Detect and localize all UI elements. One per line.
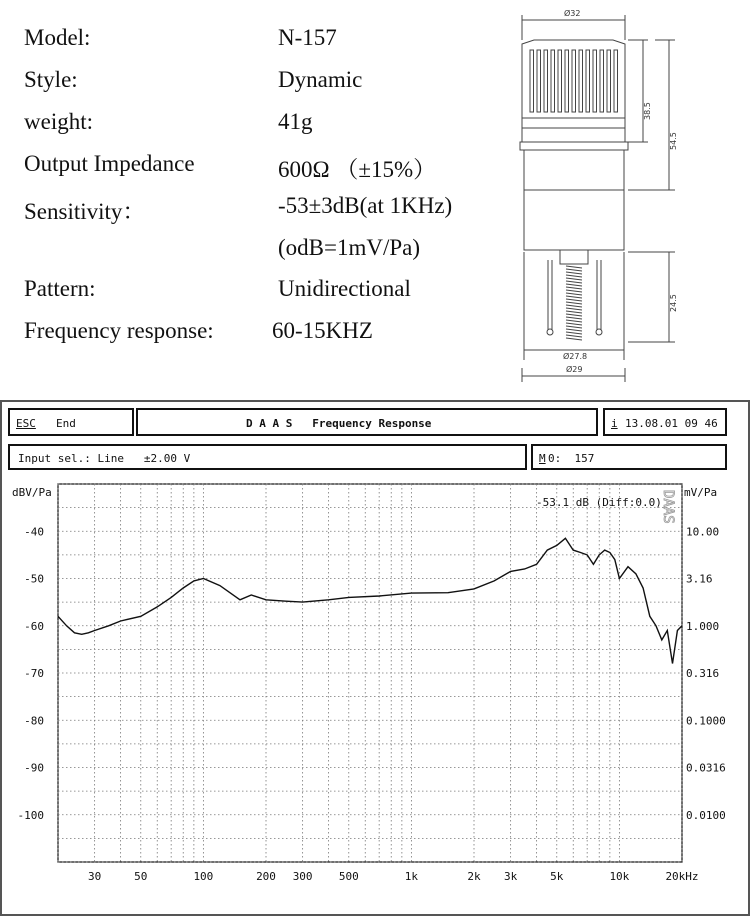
- grille-rib: [593, 50, 597, 112]
- dim-pins: 24.5: [669, 294, 678, 312]
- x-tick-label: 300: [292, 870, 313, 883]
- spec-value-4: -53±3dB(at 1KHz): [278, 193, 453, 218]
- y-tick-label-right: 0.316: [686, 667, 720, 680]
- daas-title: D A A S Frequency Response: [246, 417, 432, 430]
- x-tick-label: 1k: [404, 870, 419, 883]
- x-tick-label: 3k: [504, 870, 518, 883]
- grille-rib: [572, 50, 576, 112]
- info-box[interactable]: [603, 408, 727, 436]
- y-tick-label-right: 3.16: [686, 572, 713, 586]
- spec-label-0: Model:: [24, 25, 91, 50]
- end-label: End: [56, 417, 76, 430]
- y-tick-label-left: -90: [24, 761, 44, 775]
- response-curve: [58, 538, 682, 663]
- y-tick-label-left: -60: [24, 619, 44, 633]
- dim-base: Ø29: [566, 365, 583, 374]
- spec-value-2: 41g: [278, 109, 313, 134]
- y-tick-label-left: -100: [17, 808, 44, 822]
- grille-rib: [537, 50, 541, 112]
- y-axis-label-right: mV/Pa: [684, 486, 718, 499]
- m0-label: 0: 157: [548, 452, 595, 465]
- grille-rib: [579, 50, 583, 112]
- y-tick-label-right: 1.000: [686, 619, 720, 633]
- x-tick-label: 50: [134, 870, 148, 883]
- esc-end-box[interactable]: [8, 408, 134, 436]
- y-tick-label-left: -50: [24, 572, 44, 586]
- spec-value-0: N-157: [278, 25, 337, 50]
- grille-rib: [558, 50, 562, 112]
- x-tick-label: 30: [88, 870, 102, 883]
- x-tick-label: 100: [193, 870, 214, 883]
- m0-key: M: [539, 452, 546, 465]
- dim-total: 54.5: [669, 132, 678, 150]
- y-axis-label-left: dBV/Pa: [12, 486, 52, 499]
- daas-window: [0, 392, 750, 916]
- esc-key: ESC: [16, 417, 36, 430]
- y-tick-label-right: 0.0316: [686, 761, 726, 775]
- daas-watermark: DAAS: [660, 490, 676, 524]
- datetime: 13.08.01 09 46: [625, 417, 718, 430]
- grille-rib: [544, 50, 548, 112]
- spec-label-3: Output Impedance: [24, 151, 195, 176]
- microphone-cartridge-drawing: [500, 0, 750, 392]
- grille-rib: [614, 50, 618, 112]
- dim-top: Ø32: [564, 9, 581, 18]
- input-sel-box: [8, 444, 527, 470]
- spec-label-7: Frequency response:: [24, 318, 214, 343]
- x-tick-label: 500: [338, 870, 359, 883]
- y-tick-label-left: -70: [24, 667, 44, 680]
- spec-value-5: (odB=1mV/Pa): [278, 235, 421, 260]
- spec-label-6: Pattern:: [24, 276, 96, 301]
- input-sel: Input sel.: Line ±2.00 V: [18, 452, 191, 465]
- spec-label-1: Style:: [24, 67, 78, 92]
- title-box: [136, 408, 598, 436]
- spec-label-4: Sensitivity：: [24, 199, 146, 224]
- grille-rib: [530, 50, 534, 112]
- y-tick-label-left: -80: [24, 714, 44, 728]
- dim-head: 38.5: [643, 102, 652, 120]
- info-key: i: [611, 417, 618, 430]
- m0-box: [531, 444, 727, 470]
- grille-rib: [600, 50, 604, 112]
- grille-rib: [565, 50, 569, 112]
- spring: [566, 266, 582, 340]
- spec-value-7: 60-15KHZ: [272, 318, 373, 343]
- spec-value-1: Dynamic: [278, 67, 363, 92]
- spec-value-3: 600Ω （±15%）: [278, 157, 437, 182]
- spec-label-2: weight:: [24, 109, 93, 134]
- grille-rib: [551, 50, 555, 112]
- y-tick-label-right: 0.1000: [686, 714, 726, 728]
- x-tick-label: 5k: [550, 870, 564, 883]
- x-tick-label: 200: [256, 870, 276, 883]
- x-tick-label: 10k: [609, 870, 630, 883]
- spec-value-6: Unidirectional: [278, 276, 411, 301]
- y-tick-label-right: 0.0100: [686, 808, 726, 822]
- dim-inner: Ø27.8: [563, 352, 588, 361]
- x-tick-label: 20kHz: [665, 870, 699, 883]
- y-tick-label-right: 10.00: [686, 525, 720, 539]
- x-tick-label: 2k: [467, 870, 481, 883]
- annotation: -53.1 dB (Diff:0.0): [536, 496, 662, 509]
- grille-rib: [586, 50, 590, 112]
- grille-rib: [607, 50, 611, 112]
- frequency-response-chart: [0, 476, 750, 916]
- y-tick-label-left: -40: [24, 525, 44, 539]
